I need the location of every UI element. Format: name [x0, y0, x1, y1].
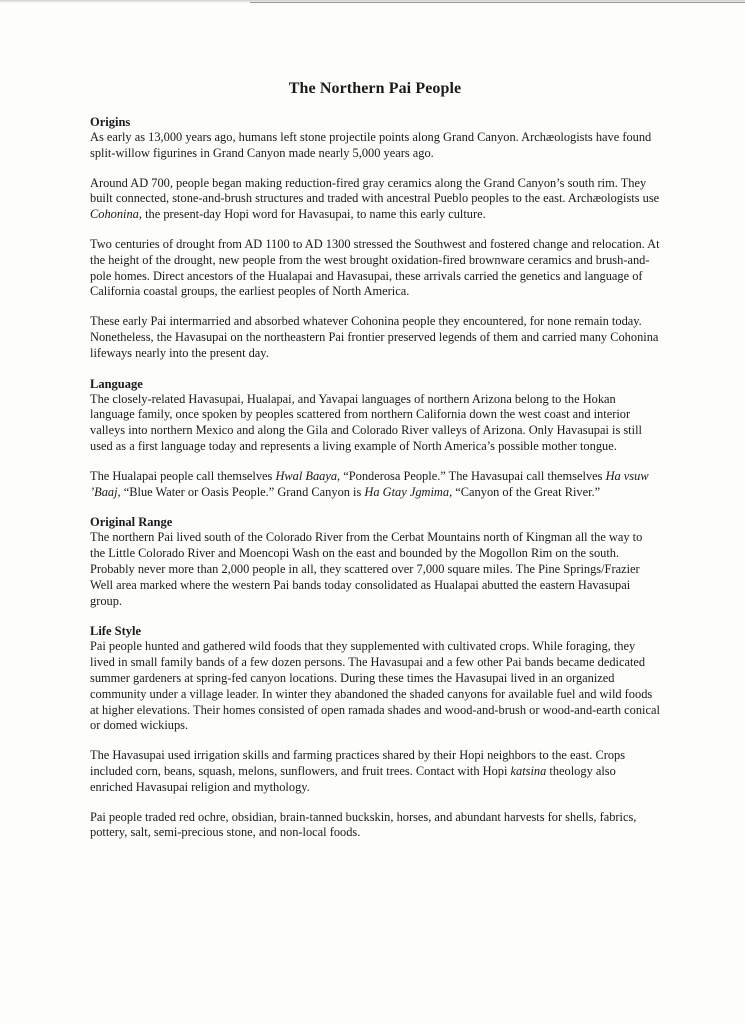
section-life-style: [90, 623, 660, 841]
paragraph: [90, 810, 660, 842]
scan-edge-line: [250, 2, 745, 3]
text-run: The northern Pai lived south of the Colorado River from the Cerbat Mountains north of Kingman all the way to the Little Colorado River and Moencopi Wash on the east and bounded by the Mogollon Rim on the south. Probably never more than 2,000 people in all, they scattered over 7,000 square miles. The Pine Springs/Frazier Well area marked where the western Pai bands today consolidated as Hualapai abutted the eastern Havasupai group.: [90, 530, 643, 608]
paragraph: [90, 748, 660, 795]
paragraph: [90, 639, 660, 734]
paragraph: [90, 469, 660, 501]
section-origins: [90, 114, 660, 362]
text-run: “Ponderosa People.” The Havasupai call themselves: [340, 468, 606, 483]
document-body: [90, 114, 660, 841]
paragraph: [90, 130, 660, 162]
text-run: Pai people hunted and gathered wild foods that they supplemented with cultivated crops. While foraging, they lived in small family bands of a few dozen persons. The Havasupai and a few other Pai bands became dedicated summer gardeners at spring-fed canyon locations. During these times the Havasupai lived in an organized community under a village leader. In winter they abandoned the shaded canyons for available fuel and wild foods at higher elevations. Their homes consisted of open ramada shades and wood-and-brush or wood-and-earth conical or domed wickiups.: [90, 639, 660, 733]
italic-term: katsina: [510, 763, 547, 778]
italic-term: Hwal Baaya,: [275, 468, 341, 483]
text-run: These early Pai intermarried and absorbed whatever Cohonina people they encountered, for none remain today. Nonetheless, the Havasupai on the northeastern Pai frontier preserved legends of them and carried many Cohonina lifeways nearly into the present day.: [90, 314, 659, 360]
text-run: “Canyon of the Great River.”: [452, 484, 601, 499]
italic-term: Ha Gtay Jgmima,: [364, 484, 453, 499]
text-run: Pai people traded red ochre, obsidian, brain-tanned buckskin, horses, and abundant harvests for shells, fabrics, pottery, salt, semi-precious stone, and non-local foods.: [90, 809, 637, 840]
paragraph: [90, 176, 660, 223]
section-original-range: [90, 514, 660, 609]
text-run: As early as 13,000 years ago, humans left stone projectile points along Grand Canyon. Archæologists have found split-willow figurines in Grand Canyon made nearly 5,000 years ago.: [90, 130, 652, 160]
document-page: [90, 80, 660, 855]
paragraph: [90, 237, 660, 300]
section-heading: Life Style: [90, 624, 142, 639]
italic-term: Ha vsuw ’Baaj,: [90, 468, 649, 499]
text-run: theology also enriched Havasupai religion and mythology.: [90, 763, 616, 794]
paragraph: [90, 530, 660, 609]
section-heading: Language: [90, 376, 143, 391]
section-heading: Original Range: [90, 515, 173, 530]
paragraph: [90, 392, 660, 455]
text-run: the present-day Hopi word for Havasupai, to name this early culture.: [141, 207, 486, 222]
document-title: The Northern Pai People: [288, 80, 462, 97]
paragraph: [90, 314, 660, 361]
text-run: The Havasupai used irrigation skills and farming practices shared by their Hopi neighbors to the east. Crops included corn, beans, squash, melons, sunflowers, and fruit trees. Contact with Hopi: [90, 748, 626, 778]
text-run: Two centuries of drought from AD 1100 to AD 1300 stressed the Southwest and fostered change and relocation. At the height of the drought, new people from the west brought oxidation-fired brownware ceramics and brush-and-pole homes. Direct ancestors of the Hualapai and Havasupai, these arrivals carried the genetics and language of California coastal groups, the earliest peoples of North America.: [90, 236, 660, 299]
section-heading: Origins: [90, 115, 131, 129]
text-run: Around AD 700, people began making reduction-fired gray ceramics along the Grand Canyon’s south rim. They built connected, stone-and-brush structures and traded with ancestral Pueblo peoples to the east. Archæologists use: [90, 175, 660, 206]
text-run: The Hualapai people call themselves: [90, 468, 276, 483]
text-run: The closely-related Havasupai, Hualapai, and Yavapai languages of northern Arizona belong to the Hokan language family, once spoken by peoples scattered from northern California down the west coast and interior valleys into northern Mexico and along the Gila and Colorado River valleys of Arizona. Only Havasupai is still used as a first language today and represents a living example of North America’s possible mother tongue.: [90, 391, 642, 453]
italic-term: Cohonina,: [90, 207, 142, 222]
section-language: [90, 376, 660, 501]
text-run: “Blue Water or Oasis People.” Grand Canyon is: [120, 484, 365, 499]
